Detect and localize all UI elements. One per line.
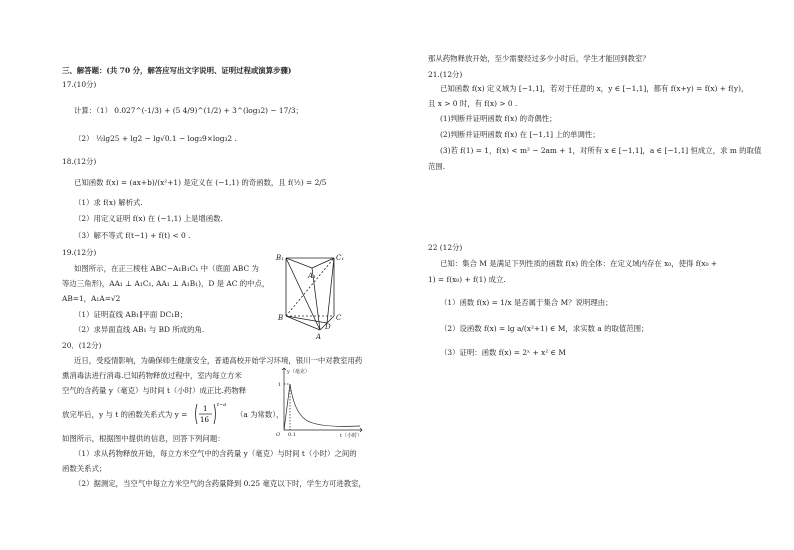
label-D: D (325, 323, 331, 331)
q21-heading: 21.(12分) (428, 70, 463, 79)
q21-part2: (2)判断并证明函数 f(x) 在 [−1,1] 上的单调性； (440, 130, 600, 139)
q20-part1b: 函数关系式； (62, 464, 107, 473)
q18-part2: （2）用定义证明 f(x) 在 (−1,1) 上是增函数. (74, 214, 223, 223)
q20-line3: 空气的含药量 y（毫克）与时间 t（小时）成正比.药物释 (62, 386, 247, 395)
q19-line3: AB=1，A₁A=√2 (62, 294, 121, 303)
q19-part1: （1）证明直线 AB₁∥平面 DC₁B； (74, 310, 188, 319)
q19-part2: （2）求异面直线 AB₁ 与 BD 所成的角. (74, 325, 205, 334)
q18-stem: 已知函数 f(x) = (ax+b)/(x²+1) 是定义在 (−1,1) 的奇函数，且 f(½) = 2/5 (74, 178, 327, 187)
label-C1: C₁ (336, 254, 345, 262)
q20-line5: 如图所示，根据图中提供的信息，回答下列问题： (62, 434, 225, 443)
prism-figure (272, 250, 352, 340)
q19-line2: 等边三角形)，AA₁ ⊥ A₁C₁, AA₁ ⊥ A₁B₁)，D 是 AC 的中点， (62, 279, 270, 288)
graph-ylabel: y（毫克） (287, 369, 310, 375)
q22-line2: 1) = f(x₀) + f(1) 成立. (428, 275, 506, 284)
graph-xlabel: t（小时） (340, 433, 363, 438)
q20-heading: 20．(12分) (62, 341, 102, 350)
q21-part3b: 范围. (428, 162, 446, 171)
q21-part1: (1)判断并证明函数 f(x) 的奇偶性； (440, 114, 557, 123)
q20-line4b: （a 为常数）， (236, 410, 284, 419)
q19-line1: 如图所示，在正三棱柱 ABC−A₁B₁C₁ 中（底面 ABC 为 (74, 264, 259, 273)
q17-heading: 17.(10分) (62, 80, 97, 89)
formula-numerator: 1 (203, 405, 208, 413)
q20-part1a: （1）求从药物释放开始，每立方米空气中的含药量 y（毫克）与时间 t（小时）之间的 (74, 449, 357, 458)
q20-formula (194, 400, 234, 428)
label-A1: A₁ (308, 272, 316, 280)
q22-line1: 已知：集合 M 是满足下列性质的函数 f(x) 的全体：在定义域内存在 x₀，使得 f(x₀ + (440, 259, 718, 268)
q20-part2: （2）据测定，当空气中每立方米空气的含药量降到 0.25 毫克以下时，学生方可进教室， (74, 479, 366, 488)
q22-part2: （2）设函数 f(x) = lg a/(x²+1) ∈ M，求实数 a 的取值范围； (440, 324, 649, 333)
q17-part1: 计算：（1） 0.027^(-1/3) + (5 4/9)^(1/2) + 3^(log₃2) − 17/3； (74, 106, 303, 115)
q18-part1: （1）求 f(x) 解析式. (74, 198, 143, 207)
graph-tick-01: 0.1 (288, 432, 296, 438)
q21-part3a: (3)若 f(1) = 1，f(x) < m² − 2am + 1，对所有 x ∈ [−1,1]，a ∈ [−1,1] 恒成立，求 m 的取值 (440, 146, 762, 155)
label-A: A (316, 333, 322, 340)
label-B1: B₁ (276, 254, 284, 262)
q20-line1: 近日，受疫情影响，为确保师生健康安全，普通高校开始学习环境，银川一中对教室用药 (74, 356, 363, 365)
q18-heading: 18.(12分) (62, 157, 97, 166)
q20-continuation: 那从药物释放开始，至少需要经过多少小时后，学生才能回到教室？ (428, 54, 650, 63)
q20-line2: 熏消毒法进行消毒.已知药物释放过程中，室内每立方米 (62, 371, 242, 380)
q21-line2: 且 x > 0 时，有 f(x) > 0 . (428, 99, 518, 108)
label-B: B (278, 314, 284, 322)
q22-part1: （1）函数 f(x) = 1/x 是否属于集合 M？说明理由； (440, 298, 613, 307)
label-C: C (336, 314, 342, 322)
q18-part3: （3）解不等式 f(t−1) + f(t) < 0 . (74, 231, 191, 240)
concentration-graph (272, 364, 364, 438)
section-heading: 三、解答题：(共 70 分，解答应写出文字说明、证明过程或演算步骤) (62, 66, 292, 75)
q17-part2: （2） ½lg25 + lg2 − lg√0.1 − log₂9×log₃2 . (74, 134, 237, 143)
q21-line1: 已知函数 f(x) 定义域为 [−1,1]，若对于任意的 x，y ∈ [−1,1]，都有 f(x+y) = f(x) + f(y)， (440, 84, 749, 93)
q22-heading: 22 (12分) (428, 243, 463, 252)
formula-exponent: t−a (217, 402, 227, 408)
q22-part3: （3）证明：函数 f(x) = 2ˣ + x² ∈ M (440, 348, 566, 357)
formula-denominator: 16 (200, 416, 209, 424)
graph-y1: 1 (278, 382, 282, 388)
graph-origin: O (276, 432, 281, 438)
q19-heading: 19.(12分) (62, 248, 97, 257)
q20-line4a: 放完毕后，y 与 t 的函数关系式为 y = (62, 410, 188, 419)
